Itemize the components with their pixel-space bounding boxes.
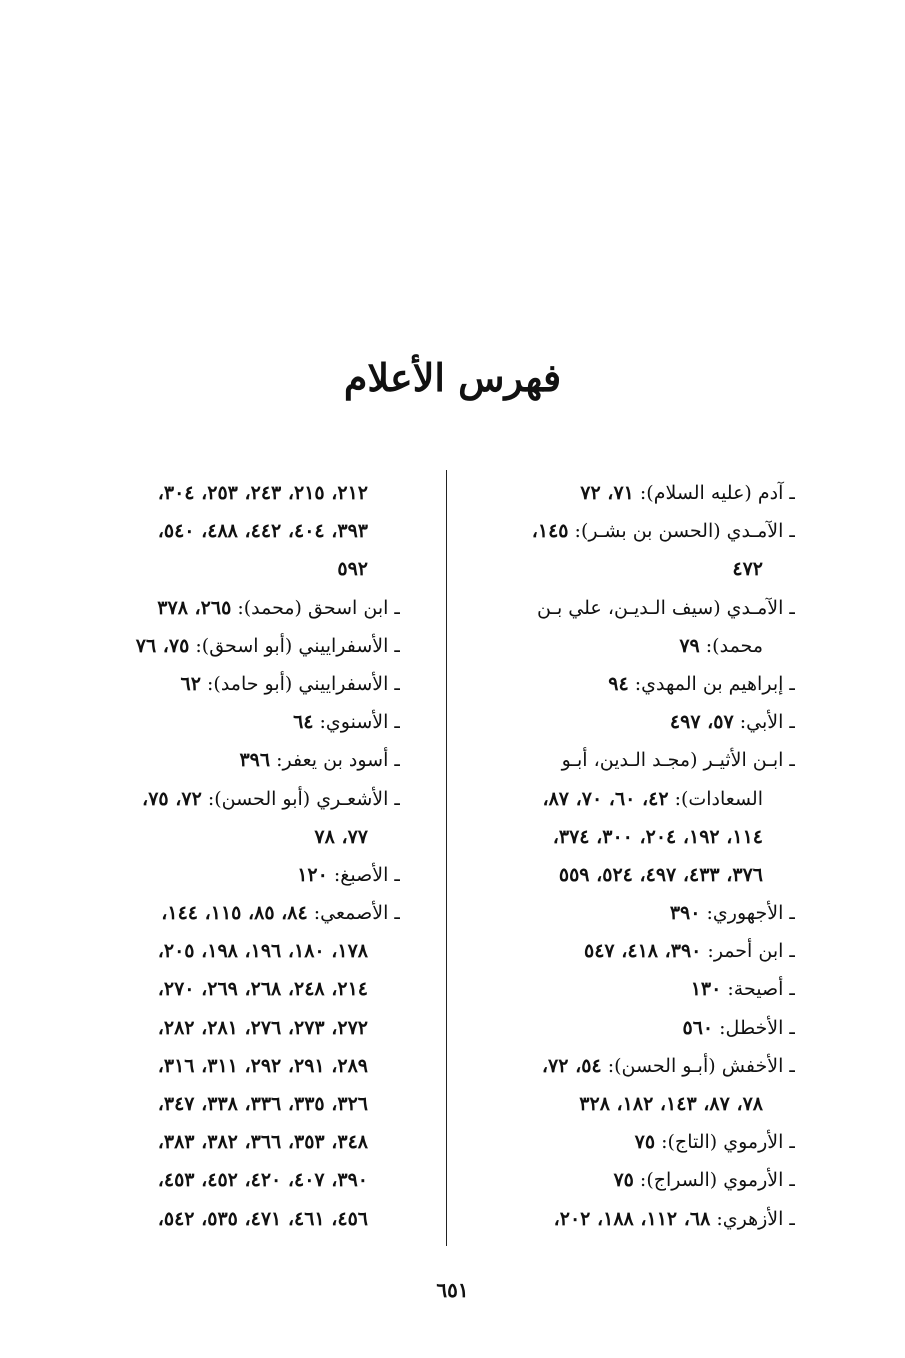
- entry-name: ـ الأسفراييني (أبو اسحق):: [195, 634, 400, 657]
- index-entry-line: [450, 970, 795, 1008]
- entry-page-numbers: ٥٦٠: [682, 1016, 714, 1039]
- entry-page-numbers: ٣٩٠، ٤١٨، ٥٤٧: [584, 940, 702, 963]
- entry-name: ـ الآمـدي (سيف الـديـن، علي بـن: [536, 596, 795, 619]
- entry-page-numbers: ٤٥٦، ٤٦١، ٤٧١، ٥٣٥، ٥٤٢،: [157, 1207, 368, 1230]
- entry-page-numbers: ٦٤: [293, 711, 314, 734]
- index-entry-line: [450, 1009, 795, 1047]
- entry-page-numbers: ٧٥، ٧٦: [135, 634, 190, 657]
- index-entry-line: [100, 1200, 400, 1238]
- entry-page-numbers: ٢١٤، ٢٤٨، ٢٦٨، ٢٦٩، ٢٧٠،: [157, 978, 368, 1001]
- entry-name: ـ أصيحة:: [727, 978, 795, 1001]
- entry-name: ـ أسود بن يعفر:: [276, 749, 400, 772]
- index-entry-line: [450, 1161, 795, 1199]
- index-entry-line: [450, 932, 795, 970]
- entry-page-numbers: ١٢٠: [297, 863, 328, 886]
- entry-page-numbers: ٢٨٩، ٢٩١، ٢٩٢، ٣١١، ٣١٦،: [157, 1054, 368, 1077]
- entry-page-numbers: ٧١، ٧٢: [580, 482, 634, 504]
- entry-page-numbers: ٣٩٠: [669, 902, 701, 925]
- index-entry-line: [100, 932, 400, 970]
- entry-page-numbers: ٧٩: [679, 634, 700, 657]
- entry-name: محمد):: [705, 634, 763, 657]
- entry-name: ـ الأسفراييني (أبو حامد):: [207, 672, 400, 695]
- index-entry-line: [100, 1047, 400, 1085]
- index-entry-line: [450, 512, 795, 550]
- entry-page-numbers: ٧٧، ٧٨: [314, 825, 368, 848]
- index-entry-line: [100, 741, 400, 779]
- index-entry-line: [450, 589, 795, 627]
- entry-page-numbers: ٣٩٣، ٤٠٤، ٤٤٢، ٤٨٨، ٥٤٠،: [157, 520, 368, 543]
- entry-name: ـ الأسنوي:: [319, 711, 400, 734]
- index-column-right: [450, 474, 795, 1238]
- entry-page-numbers: ٢١٢، ٢١٥، ٢٤٣، ٢٥٣، ٣٠٤،: [157, 482, 368, 504]
- entry-page-numbers: ٢٦٥، ٣٧٨: [157, 596, 232, 619]
- index-column-left: [100, 474, 400, 1238]
- entry-page-numbers: ٥٩٢: [337, 558, 368, 581]
- entry-page-numbers: ٣٩٠، ٤٠٧، ٤٢٠، ٤٥٢، ٤٥٣،: [157, 1169, 368, 1192]
- index-entry-line: [100, 550, 400, 588]
- index-entry-line: [450, 550, 795, 588]
- index-entry-line: [100, 818, 400, 856]
- index-entry-line: [450, 856, 795, 894]
- index-entry-line: [100, 1085, 400, 1123]
- entry-name: ـ ابن أحمر:: [707, 940, 795, 963]
- index-entry-line: [100, 780, 400, 818]
- entry-page-numbers: ١٣٠: [690, 978, 722, 1001]
- index-entry-line: [100, 665, 400, 703]
- index-entry-line: [450, 474, 795, 512]
- entry-name: ـ الأرموي (السراج):: [639, 1169, 795, 1192]
- index-entry-line: [450, 1200, 795, 1238]
- entry-page-numbers: ٧٥: [634, 1131, 656, 1154]
- entry-page-numbers: ٥٧، ٤٩٧: [669, 711, 734, 734]
- index-entry-line: [100, 970, 400, 1008]
- index-entry-line: [100, 1161, 400, 1199]
- entry-page-numbers: ٥٤، ٧٢،: [541, 1054, 602, 1077]
- entry-name: ـ الأزهري:: [716, 1207, 795, 1230]
- entry-page-numbers: ٣٢٦، ٣٣٥، ٣٣٦، ٣٣٨، ٣٤٧،: [157, 1093, 368, 1115]
- index-entry-line: [450, 741, 795, 779]
- entry-name: ـ الآمـدي (الحسن بن بشـر):: [574, 520, 795, 543]
- entry-page-numbers: ١٤٥،: [531, 520, 569, 543]
- entry-page-numbers: ٨٤، ٨٥، ١١٥، ١٤٤،: [161, 902, 308, 925]
- index-entry-line: [100, 856, 400, 894]
- index-entry-line: [450, 703, 795, 741]
- entry-name: ـ الأشعـري (أبو الحسن):: [207, 787, 400, 810]
- page-title: فهرس الأعلام: [343, 355, 562, 400]
- entry-page-numbers: ٧٢، ٧٥،: [142, 787, 202, 810]
- index-entry-line: [100, 894, 400, 932]
- entry-page-numbers: ٧٥: [613, 1169, 634, 1192]
- entry-page-numbers: ٧٨، ٨٧، ١٤٣، ١٨٢، ٣٢٨: [579, 1093, 763, 1115]
- index-entry-line: [100, 589, 400, 627]
- index-entry-line: [450, 1085, 795, 1123]
- entry-name: السعادات):: [674, 787, 763, 810]
- index-entry-line: [100, 1009, 400, 1047]
- entry-page-numbers: ٣٤٨، ٣٥٣، ٣٦٦، ٣٨٢، ٣٨٣،: [157, 1131, 368, 1154]
- entry-page-numbers: ٣٧٦، ٤٣٣، ٤٩٧، ٥٢٤، ٥٥٩: [558, 863, 763, 886]
- entry-name: ـ الأخطل:: [719, 1016, 795, 1039]
- index-entry-line: [450, 894, 795, 932]
- index-entry-line: [450, 627, 795, 665]
- index-entry-line: [450, 780, 795, 818]
- entry-name: ـ الأرموي (التاج):: [661, 1131, 795, 1154]
- entry-name: ـ إبراهيم بن المهدي:: [634, 672, 795, 695]
- index-entry-line: [450, 1047, 795, 1085]
- entry-page-numbers: ٤٧٢: [732, 558, 763, 581]
- index-entry-line: [100, 627, 400, 665]
- index-entry-line: [100, 474, 400, 512]
- entry-page-numbers: ١١٤، ١٩٢، ٢٠٤، ٣٠٠، ٣٧٤،: [552, 825, 763, 848]
- entry-page-numbers: ٦٢: [180, 672, 201, 695]
- page-number: ٦٥١: [436, 1278, 469, 1302]
- entry-page-numbers: ٩٤: [608, 672, 629, 695]
- entry-name: ـ الأصمعي:: [313, 902, 400, 925]
- index-entry-line: [450, 818, 795, 856]
- entry-name: ـ الأخفش (أبـو الحسن):: [607, 1054, 795, 1077]
- index-entry-line: [100, 512, 400, 550]
- entry-name: ـ ابـن الأثيـر (مجـد الـدين، أبـو: [561, 749, 795, 772]
- entry-name: ـ الأصبغ:: [333, 863, 400, 886]
- entry-page-numbers: ٦٨، ١١٢، ١٨٨، ٢٠٢،: [553, 1207, 711, 1230]
- entry-name: ـ الأجهوري:: [706, 902, 795, 925]
- index-entry-line: [450, 665, 795, 703]
- entry-page-numbers: ٢٧٢، ٢٧٣، ٢٧٦، ٢٨١، ٢٨٢،: [157, 1016, 368, 1039]
- entry-page-numbers: ٣٩٦: [239, 749, 271, 772]
- entry-name: ـ الأبي:: [739, 711, 795, 734]
- entry-page-numbers: ١٧٨، ١٨٠، ١٩٦، ١٩٨، ٢٠٥،: [157, 940, 368, 963]
- entry-page-numbers: ٤٢، ٦٠، ٧٠، ٨٧،: [542, 787, 669, 810]
- entry-name: ـ ابن اسحق (محمد):: [237, 596, 400, 619]
- column-divider: [446, 470, 447, 1246]
- index-entry-line: [100, 1123, 400, 1161]
- index-entry-line: [100, 703, 400, 741]
- entry-name: ـ آدم (عليه السلام):: [639, 482, 795, 504]
- index-entry-line: [450, 1123, 795, 1161]
